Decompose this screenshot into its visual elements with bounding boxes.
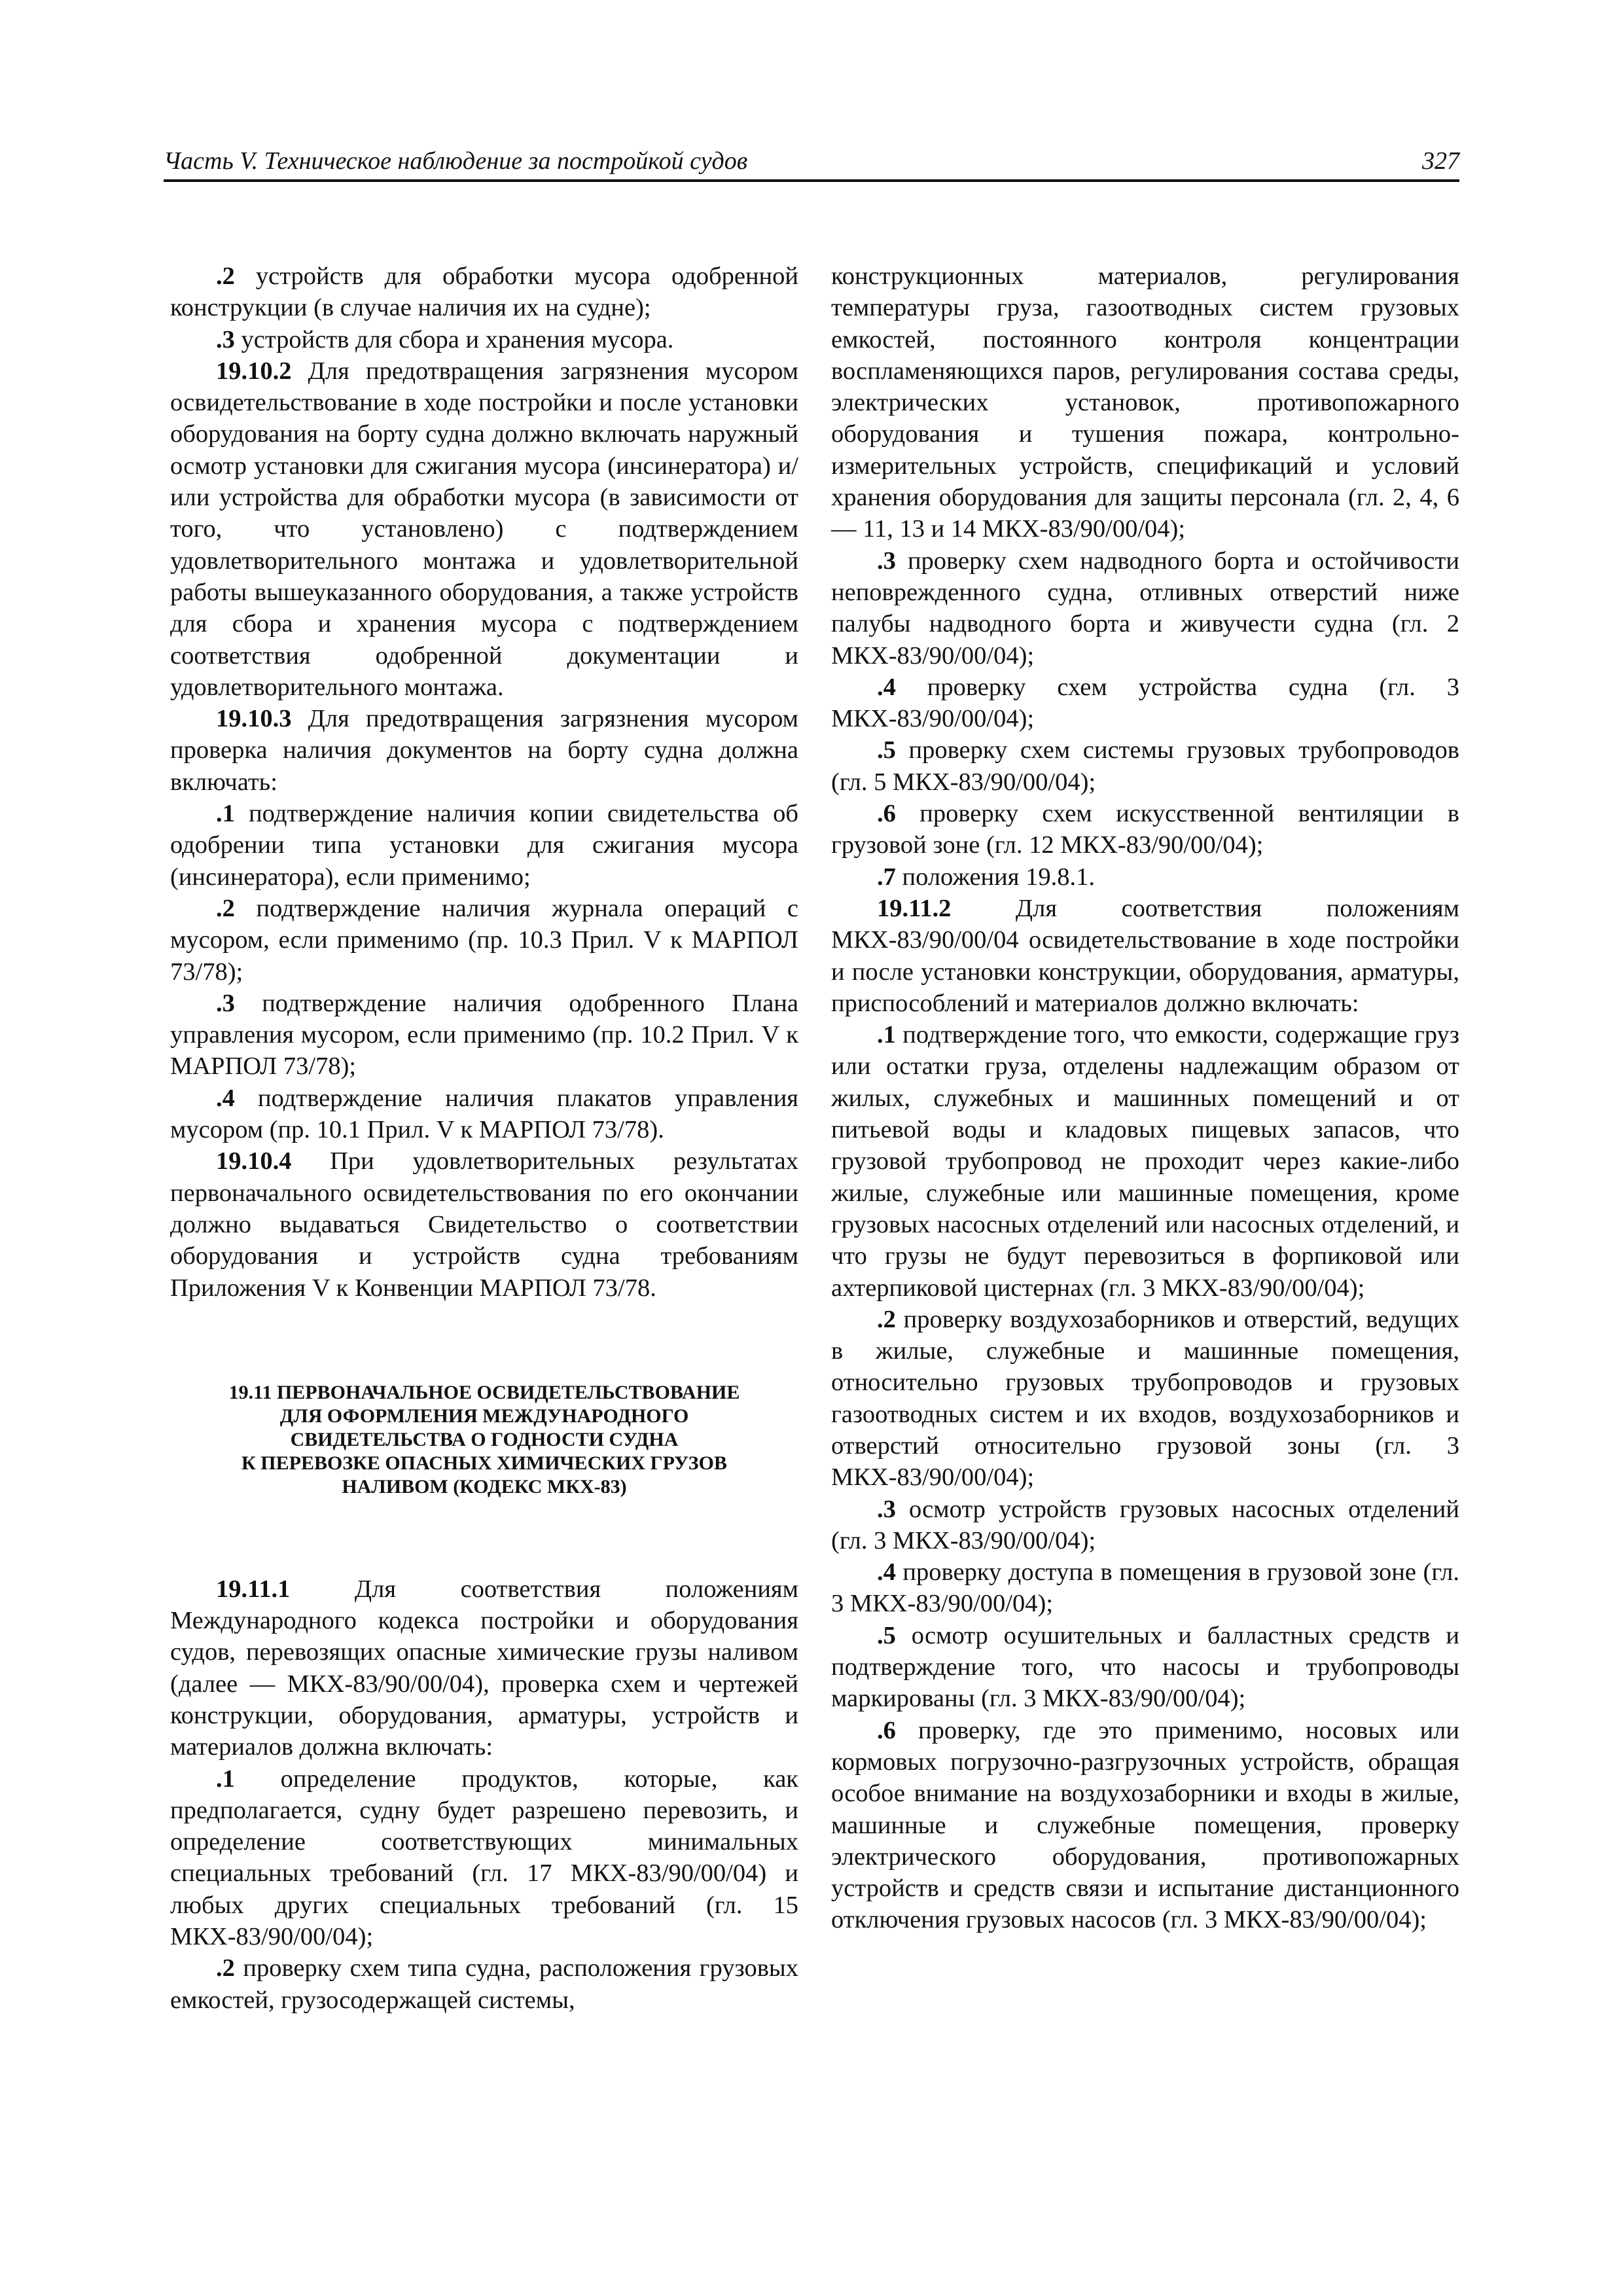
paragraph: .1 подтверждение наличия копии свидетельства об одобрении типа установки для сжигания мусора (инсинератора), если применимо; bbox=[170, 800, 798, 891]
paragraph: .2 проверку воздухозаборников и отверстий, ведущих в жилые, служебные и машинные помещения, относительно грузовых трубопроводов и грузовых газоотводных систем и их входов, воздухозаборников и отверстий относительно грузовой зоны (гл. 3 МКХ-83/90/00/04); bbox=[831, 1305, 1459, 1492]
paragraph: .2 проверку схем типа судна, расположения грузовых емкостей, грузосодержащей системы, bbox=[170, 1954, 798, 2014]
paragraph: 19.10.2 Для предотвращения загрязнения мусором освидетельствование в ходе постройки и после установки оборудования на борту судна должно включать наружный осмотр установки для сжигания мусора (инсинератора) и/или устройства для обработки мусора (в зависимости от того, что установлено) с подтверждением удовлетворительного монтажа и удовлетворительной работы вышеуказанного оборудования, а также устройств для сбора и хранения мусора с подтверждением соответствия одобренной документации и удовлетворительного монтажа. bbox=[170, 357, 798, 701]
paragraph: 19.10.4 При удовлетворительных результатах первоначального освидетельствования по его окончании должно выдаваться Свидетельство о соответствии оборудования и устройств судна требованиям Приложения V к Конвенции МАРПОЛ 73/78. bbox=[170, 1147, 798, 1302]
paragraph: .5 осмотр осушительных и балластных средств и подтверждение того, что насосы и трубопроводы маркированы (гл. 3 МКХ-83/90/00/04); bbox=[831, 1621, 1459, 1713]
paragraph: .3 подтверждение наличия одобренного Плана управления мусором, если применимо (пр. 10.2 Прил. V к МАРПОЛ 73/78); bbox=[170, 989, 798, 1081]
paragraph: .2 устройств для обработки мусора одобренной конструкции (в случае наличия их на судне); bbox=[170, 262, 798, 322]
paragraph: .3 устройств для сбора и хранения мусора. bbox=[216, 325, 674, 353]
paragraph: 19.11.2 Для соответствия положениям МКХ-83/90/00/04 освидетельствование в ходе постройки и после установки конструкции, оборудования, арматуры, приспособлений и материалов должно включать: bbox=[831, 894, 1459, 1017]
running-header bbox=[164, 143, 1459, 182]
paragraph: .6 проверку, где это применимо, носовых или кормовых погрузочно-разгрузочных устройств, обращая особое внимание на воздухозаборники и входы в жилые, машинные и служебные помещения, проверку электрического оборудования, противопожарных устройств и средств связи и испытание дистанционного отключения грузовых насосов (гл. 3 МКХ-83/90/00/04); bbox=[831, 1716, 1459, 1934]
header-title: Часть V. Техническое наблюдение за постройкой судов bbox=[164, 147, 748, 175]
paragraph: .4 проверку схем устройства судна (гл. 3 МКХ-83/90/00/04); bbox=[831, 673, 1459, 733]
paragraph: .2 подтверждение наличия журнала операций с мусором, если применимо (пр. 10.3 Прил. V к МАРПОЛ 73/78); bbox=[170, 894, 798, 986]
page-number: 327 bbox=[1422, 147, 1459, 175]
paragraph: .3 осмотр устройств грузовых насосных отделений (гл. 3 МКХ-83/90/00/04); bbox=[831, 1495, 1459, 1554]
paragraph: .6 проверку схем искусственной вентиляции в грузовой зоне (гл. 12 МКХ-83/90/00/04); bbox=[831, 800, 1459, 859]
paragraph: .7 положения 19.8.1. bbox=[877, 863, 1095, 891]
paragraph: .4 проверку доступа в помещения в грузовой зоне (гл. 3 МКХ-83/90/00/04); bbox=[831, 1558, 1459, 1618]
paragraph: .3 проверку схем надводного борта и остойчивости неповрежденного судна, отливных отверстий ниже палубы надводного борта и живучести судна (гл. 2 МКХ-83/90/00/04); bbox=[831, 547, 1459, 670]
paragraph: 19.11.1 Для соответствия положениям Международного кодекса постройки и оборудования судов, перевозящих опасные химические грузы наливом (далее — МКХ-83/90/00/04), проверка схем и чертежей конструкции, оборудования, арматуры, устройств и материалов должна включать: bbox=[170, 1575, 798, 1761]
right-column bbox=[831, 260, 1459, 1936]
section-heading: 19.11 ПЕРВОНАЧАЛЬНОЕ ОСВИДЕТЕЛЬСТВОВАНИЕ ДЛЯ ОФОРМЛЕНИЯ МЕЖДУНАРОДНОГО СВИДЕТЕЛЬСТВА О ГОДНОСТИ СУДНА К ПЕРЕВОЗКЕ ОПАСНЫХ ХИМИЧЕСКИХ ГРУЗОВ НАЛИВОМ (КОДЕКС МКХ-83) bbox=[228, 1381, 740, 1498]
paragraph: .1 подтверждение того, что емкости, содержащие груз или остатки груза, отделены надлежащим образом от жилых, служебных и машинных помещений и от питьевой воды и кладовых пищевых запасов, что грузовой трубопровод не проходит через какие-либо жилые, служебные или машинные помещения, кроме грузовых насосных отделений или насосных отделений, и что грузы не будут перевозиться в форпиковой или ахтерпиковой цистернах (гл. 3 МКХ-83/90/00/04); bbox=[831, 1021, 1459, 1302]
paragraph: .4 подтверждение наличия плакатов управления мусором (пр. 10.1 Прил. V к МАРПОЛ 73/78). bbox=[170, 1084, 798, 1144]
paragraph: .5 проверку схем системы грузовых трубопроводов (гл. 5 МКХ-83/90/00/04); bbox=[831, 736, 1459, 796]
left-column bbox=[170, 260, 798, 2016]
paragraph-continuation: конструкционных материалов, регулирования температуры груза, газоотводных систем грузовых емкостей, постоянного контроля концентрации воспламеняющихся паров, регулирования состава среды, электрических установок, противопожарного оборудования и тушения пожара, контрольно-измерительных устройств, спецификаций и условий хранения оборудования для защиты персонала (гл. 2, 4, 6 — 11, 13 и 14 МКХ-83/90/00/04); bbox=[831, 262, 1459, 543]
paragraph: .1 определение продуктов, которые, как предполагается, судну будет разрешено перевозить, и определение соответствующих минимальных специальных требований (гл. 17 МКХ-83/90/00/04) и любых других специальных требований (гл. 15 МКХ-83/90/00/04); bbox=[170, 1765, 798, 1951]
paragraph: 19.10.3 Для предотвращения загрязнения мусором проверка наличия документов на борту судна должна включать: bbox=[170, 705, 798, 796]
